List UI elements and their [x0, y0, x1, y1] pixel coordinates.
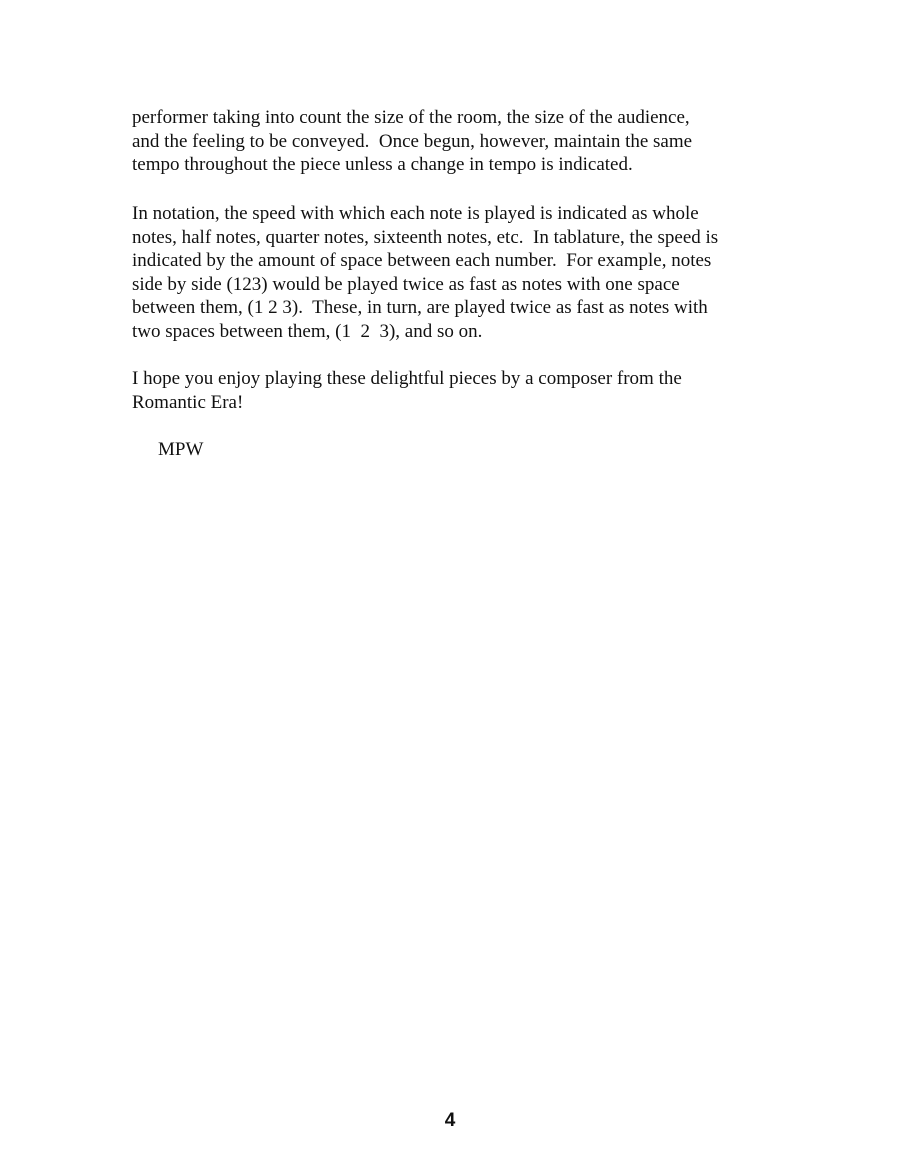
paragraph-tempo-performer [132, 106, 792, 177]
page-number: 4 [444, 1110, 456, 1131]
paragraph-line: indicated by the amount of space between each number. For example, notes [132, 250, 712, 271]
paragraph-line: Romantic Era! [132, 391, 244, 413]
paragraph-line: I hope you enjoy playing these delightful pieces by a composer from the [132, 368, 682, 389]
paragraph-line: between them, (1 2 3). These, in turn, are played twice as fast as notes with [132, 297, 708, 318]
paragraph-line: notes, half notes, quarter notes, sixteenth notes, etc. In tablature, the speed is [132, 226, 719, 248]
paragraph-line: In notation, the speed with which each note is played is indicated as whole [132, 203, 699, 224]
paragraph-line: two spaces between them, (1 2 3), and so on. [132, 320, 483, 342]
paragraph-line: side by side (123) would be played twice as fast as notes with one space [132, 273, 680, 295]
paragraph-notation-speed [132, 202, 792, 343]
author-signature: MPW [158, 439, 204, 460]
paragraph-closing-wish [132, 367, 792, 414]
paragraph-line: tempo throughout the piece unless a change in tempo is indicated. [132, 154, 633, 175]
paragraph-line: performer taking into count the size of the room, the size of the audience, [132, 107, 690, 128]
paragraph-line: and the feeling to be conveyed. Once begun, however, maintain the same [132, 130, 693, 152]
